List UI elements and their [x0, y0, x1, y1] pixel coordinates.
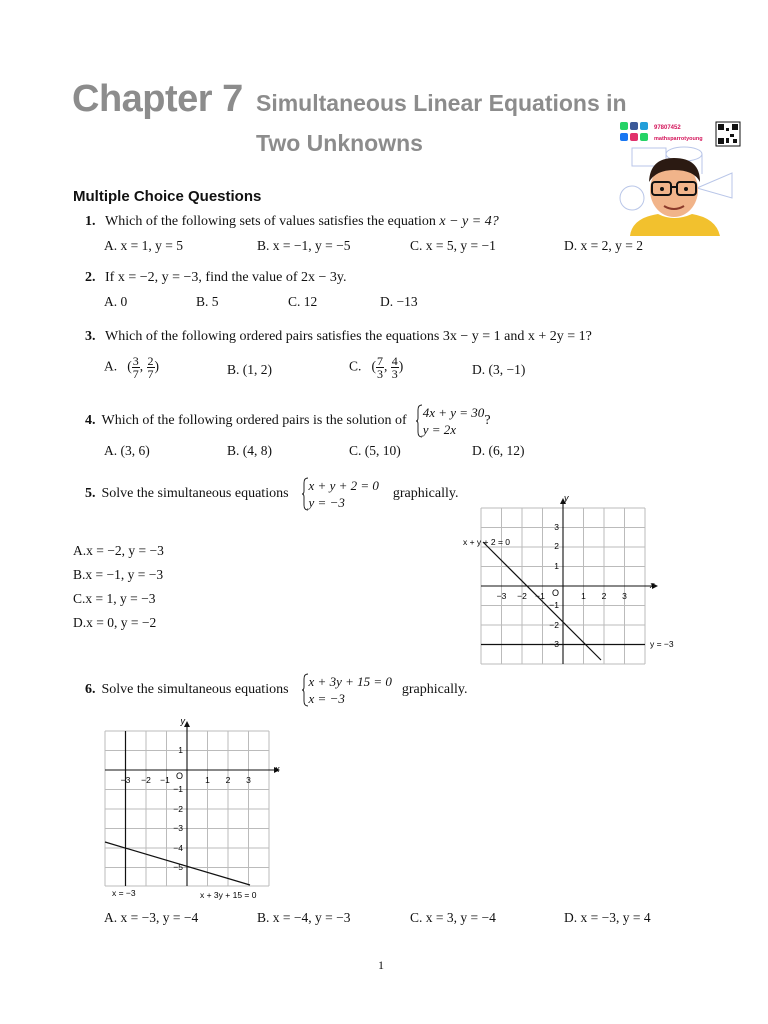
line-label: y = −3	[650, 639, 674, 649]
q2-option-d[interactable]: D. −13	[380, 294, 418, 309]
line-label: x + y + 2 = 0	[463, 537, 511, 547]
svg-text:3: 3	[622, 591, 627, 601]
question-number: 1.	[85, 214, 96, 229]
q4-option-b[interactable]: B. (4, 8)	[227, 443, 272, 458]
svg-text:−3: −3	[496, 591, 507, 601]
svg-text:2: 2	[225, 775, 231, 785]
question-number: 5.	[85, 486, 96, 501]
q3-option-a[interactable]: A. ( $\frac{3}{7}$ , $\frac{2}{7}$ )	[104, 354, 159, 381]
question-number: 6.	[85, 682, 96, 697]
svg-text:O: O	[176, 771, 184, 781]
question-text: Which of the following ordered pairs satisfies the equations 3x − y = 1 and x + 2y = 1?	[105, 329, 592, 344]
q2-option-a[interactable]: A. 0	[104, 294, 128, 309]
svg-text:O: O	[552, 588, 560, 598]
equation-system: x + 3y + 15 = 0 x = −3	[301, 673, 392, 707]
svg-text:1: 1	[178, 745, 183, 755]
q2-option-c[interactable]: C. 12	[288, 294, 318, 309]
question-text: Which of the following sets of values satisfies the equation	[105, 214, 436, 229]
q4-option-c[interactable]: C. (5, 10)	[349, 443, 401, 458]
y-axis-label: y	[180, 716, 185, 726]
author-logo	[612, 118, 742, 236]
q4-option-d[interactable]: D. (6, 12)	[472, 443, 525, 458]
svg-text:−5: −5	[173, 862, 183, 872]
line-label: x + 3y + 15 = 0	[200, 890, 257, 900]
question-number: 4.	[85, 413, 96, 428]
svg-text:−2: −2	[141, 775, 151, 785]
q3-option-d[interactable]: D. (3, −1)	[472, 362, 526, 377]
svg-text:mathsparrotyoung: mathsparrotyoung	[654, 136, 703, 142]
svg-text:2: 2	[601, 591, 607, 601]
x-axis-label: x	[275, 764, 280, 774]
q5-graph	[460, 492, 690, 673]
q2-option-b[interactable]: B. 5	[196, 294, 219, 309]
q5-option-d[interactable]: D.x = 0, y = −2	[73, 615, 157, 630]
svg-text:−2: −2	[173, 804, 183, 814]
q1-option-c[interactable]: C. x = 5, y = −1	[410, 238, 496, 253]
question-number: 2.	[85, 270, 96, 285]
q5-option-c[interactable]: C.x = 1, y = −3	[73, 591, 156, 606]
question-5: 5. Solve the simultaneous equations x + y + 2 = 0 y = −3 graphically.	[85, 478, 459, 510]
question-2	[85, 270, 347, 286]
question-4: 4. Which of the following ordered pairs is the solution of 4x + y = 30 y = 2x ?	[85, 405, 491, 437]
question-text: If x = −2, y = −3, find the value of 2x − 3y.	[105, 270, 347, 285]
q1-option-a[interactable]: A. x = 1, y = 5	[104, 238, 183, 253]
section-title: Multiple Choice Questions	[73, 188, 262, 205]
equation-system: 4x + y = 30 y = 2x	[415, 404, 485, 438]
svg-text:97807452: 97807452	[654, 125, 681, 131]
qr-code	[716, 122, 740, 146]
page-number: 1	[378, 958, 384, 972]
q1-option-d[interactable]: D. x = 2, y = 2	[564, 238, 643, 253]
svg-text:3: 3	[246, 775, 251, 785]
svg-text:2: 2	[554, 541, 559, 551]
svg-text:1: 1	[581, 591, 586, 601]
svg-text:−1: −1	[160, 775, 170, 785]
q5-option-a[interactable]: A.x = −2, y = −3	[73, 543, 164, 558]
q5-option-b[interactable]: B.x = −1, y = −3	[73, 567, 164, 582]
q6-option-b[interactable]: B. x = −4, y = −3	[257, 910, 351, 925]
question-3	[85, 329, 592, 345]
svg-text:3: 3	[554, 522, 559, 532]
svg-text:−3: −3	[173, 823, 183, 833]
question-6: 6. Solve the simultaneous equations x + 3y + 15 = 0 x = −3 graphically.	[85, 674, 468, 706]
svg-text:−1: −1	[535, 591, 545, 601]
chapter-title-line1: Simultaneous Linear Equations in	[256, 90, 627, 116]
question-text: Solve the simultaneous equations	[101, 682, 289, 697]
svg-text:1: 1	[554, 561, 559, 571]
q6-option-a[interactable]: A. x = −3, y = −4	[104, 910, 199, 925]
svg-text:−2: −2	[517, 591, 527, 601]
equation-system: x + y + 2 = 0 y = −3	[301, 477, 379, 511]
svg-text:−4: −4	[173, 843, 183, 853]
q3-option-c[interactable]: C. ( $\frac{7}{3}$ , $\frac{4}{3}$ )	[349, 354, 404, 381]
svg-text:1: 1	[205, 775, 210, 785]
chapter-title-line2: Two Unknowns	[256, 130, 423, 156]
question-1	[85, 214, 499, 230]
q6-option-d[interactable]: D. x = −3, y = 4	[564, 910, 651, 925]
svg-text:−3: −3	[120, 775, 131, 785]
q6-graph	[100, 716, 290, 909]
y-axis-label: y	[564, 493, 569, 503]
question-text: Which of the following ordered pairs is the solution of	[101, 413, 407, 428]
x-axis-label: x	[650, 580, 655, 590]
svg-text:−1: −1	[549, 600, 559, 610]
question-equation: x − y = 4?	[439, 214, 499, 229]
svg-text:−2: −2	[549, 620, 559, 630]
q6-option-c[interactable]: C. x = 3, y = −4	[410, 910, 496, 925]
svg-text:−1: −1	[173, 784, 183, 794]
q4-option-a[interactable]: A. (3, 6)	[104, 443, 150, 458]
svg-text:−3: −3	[549, 639, 559, 649]
q3-option-b[interactable]: B. (1, 2)	[227, 362, 272, 377]
q1-option-b[interactable]: B. x = −1, y = −5	[257, 238, 351, 253]
chapter-number: Chapter 7	[72, 78, 243, 120]
line-label: x = −3	[112, 888, 136, 898]
question-number: 3.	[85, 329, 96, 344]
question-text: Solve the simultaneous equations	[101, 486, 289, 501]
